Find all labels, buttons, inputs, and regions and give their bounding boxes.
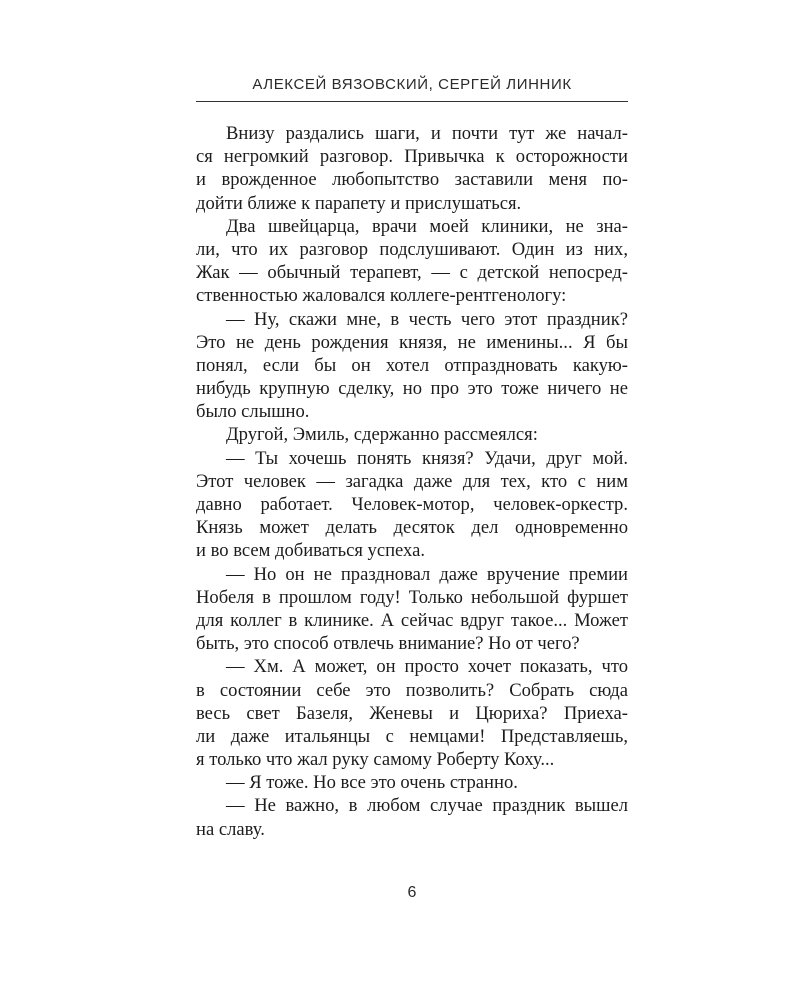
text-line: нибудь крупную сделку, но про это тоже ничего не xyxy=(196,378,628,400)
text-line: — Ну, скажи мне, в честь чего этот праздник? xyxy=(226,308,628,330)
text-line: Это не день рождения князя, не именины... Я бы xyxy=(196,331,628,353)
text-line: в состоянии себе это позволить? Собрать сюда xyxy=(196,679,628,701)
body-text xyxy=(196,122,628,841)
text-line: — Ты хочешь понять князя? Удачи, друг мой. xyxy=(226,447,628,469)
text-line: — Не важно, в любом случае праздник вышел xyxy=(226,795,628,817)
text-line: Другой, Эмиль, сдержанно рассмеялся: xyxy=(226,424,538,446)
text-line: ли, что их разговор подслушивают. Один из них, xyxy=(196,238,628,260)
text-line: ственностью жаловался коллеге-рентгенологу: xyxy=(196,285,567,307)
text-line: Князь может делать десяток дел одновременно xyxy=(196,517,628,539)
text-line: Жак — обычный терапевт, — с детской непосред- xyxy=(196,262,628,284)
header-rule xyxy=(196,101,628,102)
text-line: понял, если бы он хотел отпраздновать какую- xyxy=(196,354,628,376)
text-line: было слышно. xyxy=(196,401,310,423)
text-line: Этот человек — загадка даже для тех, кто с ним xyxy=(196,470,628,492)
text-line: Нобеля в прошлом году! Только небольшой фуршет xyxy=(196,586,628,608)
text-line: ли даже итальянцы с немцами! Представляешь, xyxy=(196,725,628,747)
text-line: и во всем добиваться успеха. xyxy=(196,540,426,562)
running-head-authors: АЛЕКСЕЙ ВЯЗОВСКИЙ, СЕРГЕЙ ЛИННИК xyxy=(252,76,572,93)
text-line: на славу. xyxy=(196,818,265,840)
text-line: — Я тоже. Но все это очень странно. xyxy=(226,772,518,794)
text-line: и врожденное любопытство заставили меня по- xyxy=(196,169,628,191)
text-line: я только что жал руку самому Роберту Коху... xyxy=(196,749,555,771)
text-line: давно работает. Человек-мотор, человек-оркестр. xyxy=(196,494,628,515)
text-line: — Но он не праздновал даже вручение премии xyxy=(226,563,628,585)
page-number: 6 xyxy=(407,884,417,901)
text-line: ся негромкий разговор. Привычка к осторожности xyxy=(196,146,628,168)
text-line: — Хм. А может, он просто хочет показать, что xyxy=(226,656,628,678)
text-line: быть, это способ отвлечь внимание? Но от чего? xyxy=(196,633,580,655)
text-line: Внизу раздались шаги, и почти тут же начал- xyxy=(226,123,628,144)
text-line: Два швейцарца, врачи моей клиники, не зна- xyxy=(226,215,628,237)
text-line: дойти ближе к парапету и прислушаться. xyxy=(196,192,522,214)
text-line: для коллег в клинике. А сейчас вдруг такое... Может xyxy=(196,609,628,631)
text-line: весь свет Базеля, Женевы и Цюриха? Приеха- xyxy=(196,702,628,724)
